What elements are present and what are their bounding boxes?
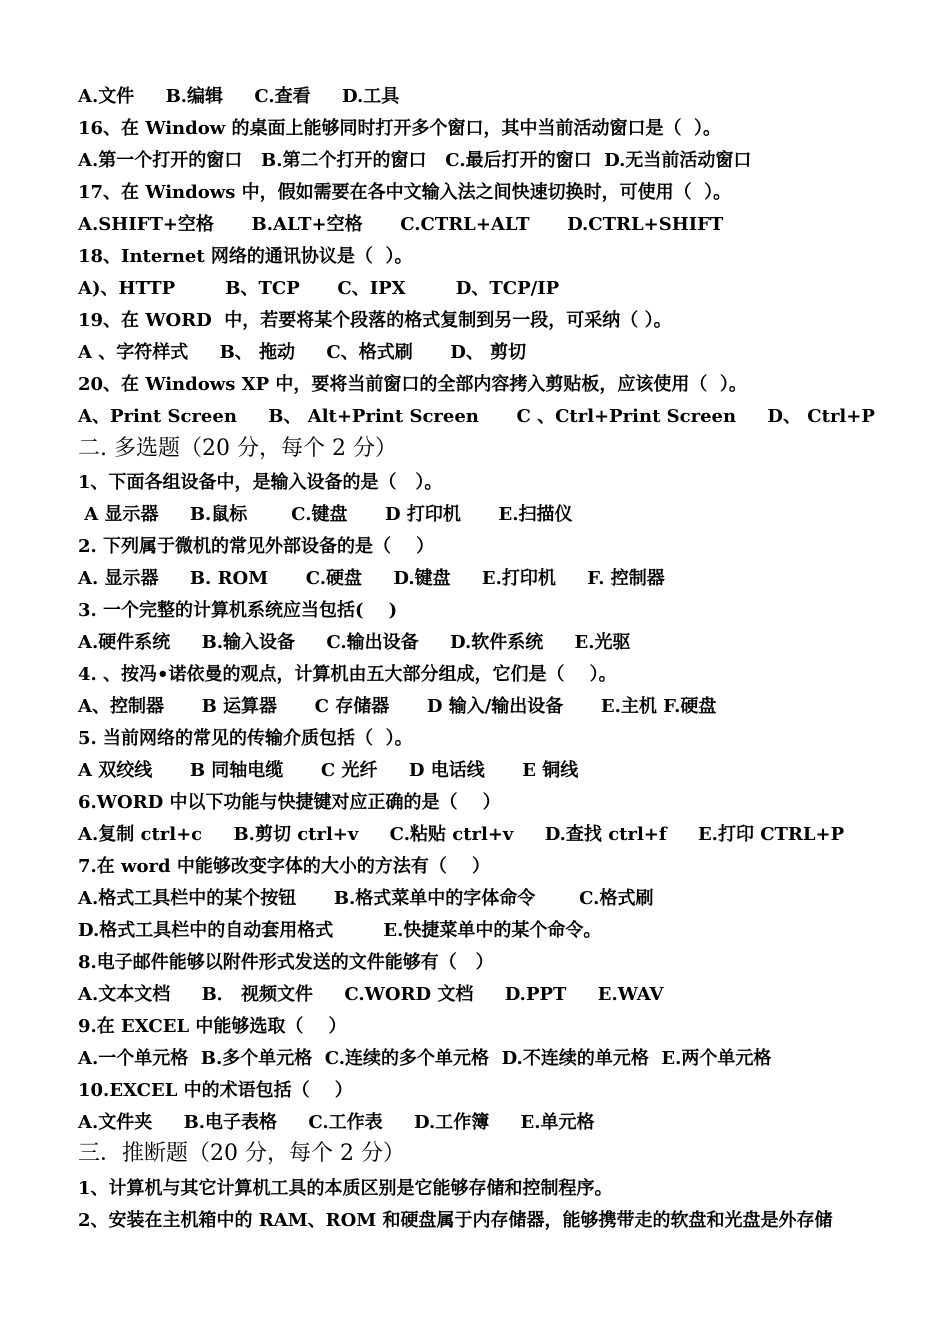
mc9-options: A.一个单元格 B.多个单元格 C.连续的多个单元格 D.不连续的单元格 E.两个单元格 bbox=[78, 1048, 772, 1069]
q20-options: A、Print Screen B、 Alt+Print Screen C 、Ctrl+Print Screen D、 Ctrl+P bbox=[78, 406, 875, 427]
q17-options: A.SHIFT+空格 B.ALT+空格 C.CTRL+ALT D.CTRL+SHIFT bbox=[78, 214, 724, 235]
mc1-options: A 显示器 B.鼠标 C.键盘 D 打印机 E.扫描仪 bbox=[78, 504, 573, 525]
q18-options: A)、HTTP B、TCP C、IPX D、TCP/IP bbox=[78, 278, 560, 299]
tf2-statement: 2、安装在主机箱中的 RAM、ROM 和硬盘属于内存储器，能够携带走的软盘和光盘是外存储 bbox=[78, 1210, 833, 1231]
mc4-question: 4. 、按冯•诺依曼的观点，计算机由五大部分组成，它们是（ ）。 bbox=[78, 664, 617, 685]
mc6-options: A.复制 ctrl+c B.剪切 ctrl+v C.粘贴 ctrl+v D.查找 ctrl+f E.打印 CTRL+P bbox=[78, 824, 845, 845]
mc2-options: A. 显示器 B. ROM C.硬盘 D.键盘 E.打印机 F. 控制器 bbox=[78, 568, 665, 589]
mc6-question: 6.WORD 中以下功能与快捷键对应正确的是（ ） bbox=[78, 792, 501, 813]
section-heading-multiple-choice: 二. 多选题（20 分，每个 2 分） bbox=[78, 436, 397, 461]
mc10-question: 10.EXCEL 中的术语包括（ ） bbox=[78, 1080, 353, 1101]
mc5-question: 5. 当前网络的常见的传输介质包括（ ）。 bbox=[78, 728, 413, 749]
mc3-options: A.硬件系统 B.输入设备 C.输出设备 D.软件系统 E.光驱 bbox=[78, 632, 631, 653]
mc4-options: A、控制器 B 运算器 C 存储器 D 输入/输出设备 E.主机 F.硬盘 bbox=[78, 696, 717, 717]
mc5-options: A 双绞线 B 同轴电缆 C 光纤 D 电话线 E 铜线 bbox=[78, 760, 579, 781]
mc3-question: 3. 一个完整的计算机系统应当包括( ) bbox=[78, 600, 398, 621]
mc10-options: A.文件夹 B.电子表格 C.工作表 D.工作簿 E.单元格 bbox=[78, 1112, 595, 1133]
mc9-question: 9.在 EXCEL 中能够选取（ ） bbox=[78, 1016, 347, 1037]
mc7-options-2: D.格式工具栏中的自动套用格式 E.快捷菜单中的某个命令。 bbox=[78, 920, 602, 941]
q16-question: 16、在 Window 的桌面上能够同时打开多个窗口，其中当前活动窗口是（ ）。 bbox=[78, 118, 722, 139]
tf1-statement: 1、计算机与其它计算机工具的本质区别是它能够存储和控制程序。 bbox=[78, 1178, 613, 1199]
q15-options: A.文件 B.编辑 C.查看 D.工具 bbox=[78, 86, 400, 107]
mc7-question: 7.在 word 中能够改变字体的大小的方法有（ ） bbox=[78, 856, 490, 877]
mc8-question: 8.电子邮件能够以附件形式发送的文件能够有（ ） bbox=[78, 952, 494, 973]
q16-options: A.第一个打开的窗口 B.第二个打开的窗口 C.最后打开的窗口 D.无当前活动窗口 bbox=[78, 150, 752, 171]
q17-question: 17、在 Windows 中，假如需要在各中文输入法之间快速切换时，可使用（ ）。 bbox=[78, 182, 732, 203]
mc7-options-1: A.格式工具栏中的某个按钮 B.格式菜单中的字体命令 C.格式刷 bbox=[78, 888, 654, 909]
q18-question: 18、Internet 网络的通讯协议是（ ）。 bbox=[78, 246, 413, 267]
mc2-question: 2. 下列属于微机的常见外部设备的是（ ） bbox=[78, 536, 435, 557]
q19-question: 19、在 WORD 中，若要将某个段落的格式复制到另一段，可采纳（ ）。 bbox=[78, 310, 672, 331]
mc1-question: 1、下面各组设备中，是输入设备的是（ ）。 bbox=[78, 472, 443, 493]
q20-question: 20、在 Windows XP 中，要将当前窗口的全部内容拷入剪贴板，应该使用（ ）。 bbox=[78, 374, 747, 395]
mc8-options: A.文本文档 B． 视频文件 C.WORD 文档 D.PPT E.WAV bbox=[78, 984, 664, 1005]
section-heading-judgement: 三．推断题（20 分，每个 2 分） bbox=[78, 1141, 405, 1166]
q19-options: A 、字符样式 B、 拖动 C、格式刷 D、 剪切 bbox=[78, 342, 527, 363]
